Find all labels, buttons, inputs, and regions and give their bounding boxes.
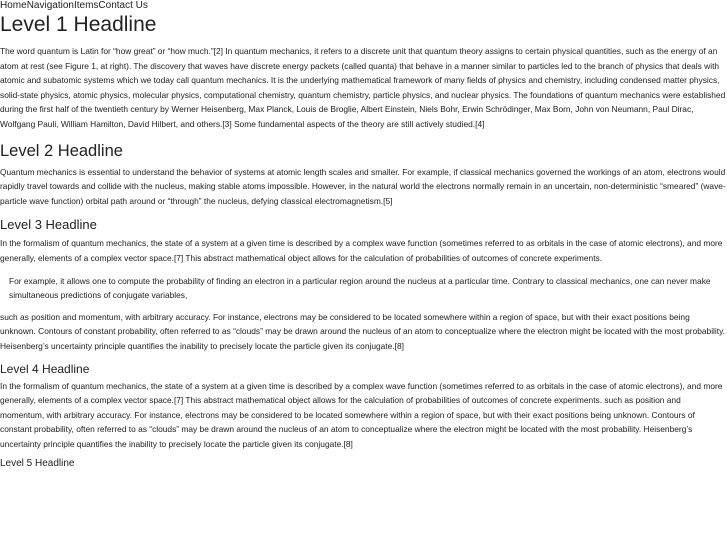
section3-paragraph: In the formalism of quantum mechanics, the state of a system at a given time is described by a complex wave function (sometimes referred to as orbitals in the case of atomic electrons), and more generally, elements of a complex vector space.[7] This abstract mathematical object allows for the calculation of probabilities of outcomes of concrete experiments. (0, 238, 723, 263)
top-navigation (0, 0, 727, 12)
section4-paragraph: In the formalism of quantum mechanics, the state of a system at a given time is described by a complex wave function (sometimes referred to as orbitals in the case of atomic electrons), and more generally, elements of a complex vector space.[7] This abstract mathematical object allows for the calculation of probabilities of outcomes of concrete experiments. such as position and momentum, with arbitrary accuracy. For instance, electrons may be considered to be located somewhere within a region of space, but with their exact positions being unknown. Contours of constant probability, often referred to as “clouds” may be drawn around the nucleus of an atom to conceptualize where the electron might be located with the most probability. Heisenberg’s uncertainty principle quantifies the inability to precisely locate the particle given its conjugate.[8] (0, 380, 723, 449)
section3-paragraph-after-quote: such as position and momentum, with arbitrary accuracy. For instance, electrons may be considered to be located somewhere within a region of space, but with their exact positions being unknown. Contours of constant probability, often referred to as “clouds” may be drawn around the nucleus of an atom to conceptualize where the electron might be located with the most probability. Heisenberg’s uncertainty principle quantifies the inability to precisely locate the particle given its conjugate.[8] (0, 311, 725, 351)
section3-blockquote: For example, it allows one to compute the probability of finding an electron in a particular region around the nucleus at a particular time. Contrary to classical mechanics, one can never make simultaneous predictions of conjugate variables, (9, 275, 711, 301)
nav-items-link[interactable]: Items (73, 0, 99, 11)
level-1-headline: Level 1 Headline (0, 13, 157, 36)
section2-paragraph: Quantum mechanics is essential to understand the behavior of systems at atomic length scales and smaller. For example, if classical mechanics governed the workings of an atom, electrons would rapidly travel towards and collide with the nucleus, making stable atoms impossible. However, in the natural world the electrons normally remain in an uncertain, non-deterministic “smeared” (wave-particle wave function) orbital path around or “through” the nucleus, defying classical electromagnetism.[5] (0, 166, 726, 206)
nav-contact-us-link[interactable]: Contact Us (98, 0, 148, 11)
level-3-headline: Level 3 Headline (0, 217, 97, 233)
level-5-headline: Level 5 Headline (0, 458, 75, 470)
level-4-headline: Level 4 Headline (0, 361, 90, 376)
nav-home-link[interactable]: Home (0, 0, 27, 11)
section1-paragraph: The word quantum is Latin for “how great” or “how much.”[2] In quantum mechanics, it refers to a discrete unit that quantum theory assigns to certain physical quantities, such as the energy of an atom at rest (see Figure 1, at right). The discovery that waves have discrete energy packets (called quanta) that behave in a manner similar to particles led to the branch of physics that deals with atomic and subatomic systems which we today call quantum mechanics. It is the underlying mathematical framework of many fields of physics and chemistry, including condensed matter physics, solid-state physics, atomic physics, molecular physics, computational chemistry, quantum chemistry, particle physics, and nuclear physics. The foundations of quantum mechanics were established during the first half of the twentieth century by Werner Heisenberg, Max Planck, Louis de Broglie, Albert Einstein, Niels Bohr, Erwin Schrödinger, Max Born, John von Neumann, Paul Dirac, Wolfgang Pauli, William Hamilton, David Hilbert, and others.[3] Some fundamental aspects of the theory are still actively studied.[4] (0, 46, 726, 129)
level-2-headline: Level 2 Headline (0, 141, 123, 160)
nav-navigation-link[interactable]: Navigation (26, 0, 74, 11)
